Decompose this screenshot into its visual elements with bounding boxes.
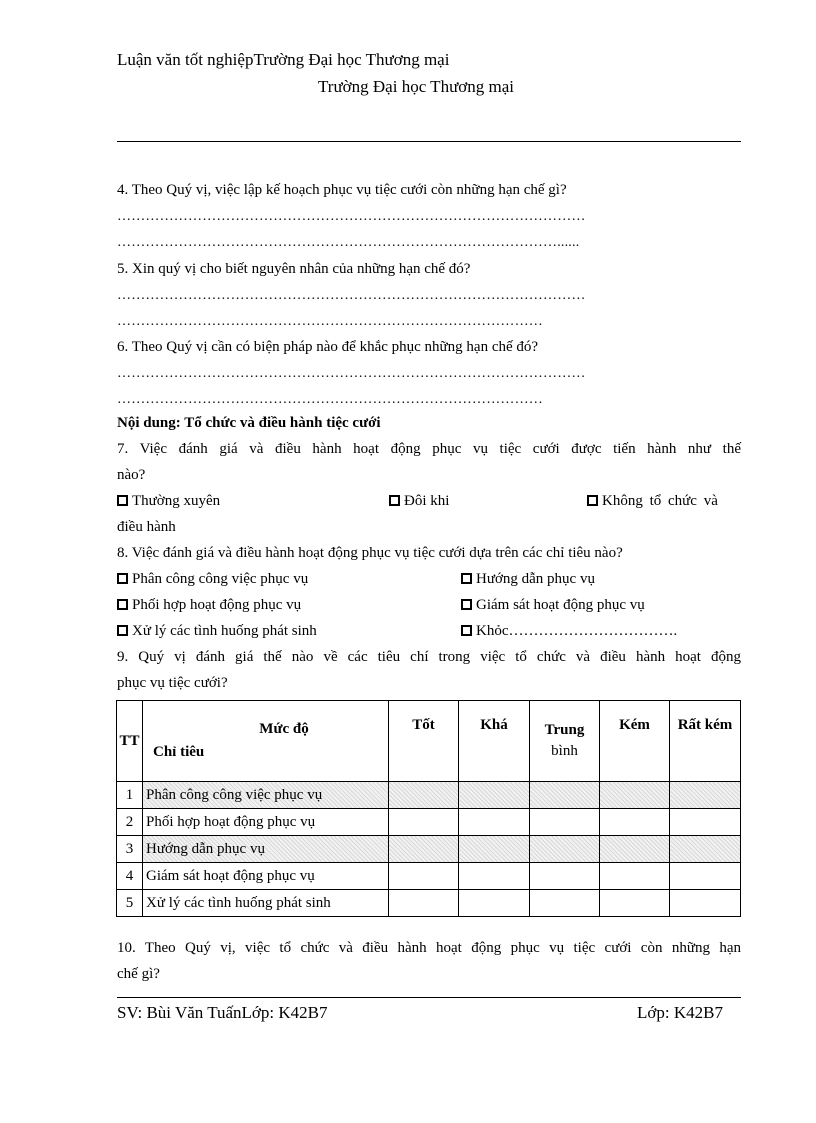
header-divider [117,141,741,142]
row-label: Xử lý các tình huống phát sinh [143,890,389,917]
col-ratkem-header: Rất kém [670,701,741,782]
table-row [117,890,741,917]
checkbox-icon[interactable] [461,599,472,610]
q7-option-1[interactable]: Thường xuyên [117,493,220,510]
rating-cell[interactable] [670,809,741,836]
rating-cell[interactable] [670,890,741,917]
rating-cell[interactable] [530,836,600,863]
rating-cell[interactable] [459,863,530,890]
q8-option-2[interactable]: Hướng dẫn phục vụ [461,571,595,588]
rating-cell[interactable] [389,809,459,836]
row-label: Phối hợp hoạt động phục vụ [143,809,389,836]
question-9-cont: phục vụ tiệc cưới? [117,675,228,691]
level-label: Mức độ [259,721,309,737]
row-number: 3 [117,836,143,863]
row-number: 5 [117,890,143,917]
checkbox-icon[interactable] [117,495,128,506]
rating-cell[interactable] [530,782,600,809]
answer-line: ……………………………………………………………………………………… [117,288,586,303]
rating-cell[interactable] [389,836,459,863]
footer-class: Lớp: K42B7 [637,1003,723,1022]
checkbox-icon[interactable] [587,495,598,506]
rating-cell[interactable] [389,782,459,809]
row-label: Giám sát hoạt động phục vụ [143,863,389,890]
answer-line: ……………………………………………………………………………… [117,314,543,329]
answer-line: ……………………………………………………………………………… [117,392,543,407]
row-label: Hướng dẫn phục vụ [143,836,389,863]
answer-line: ……………………………………………………………………………………… [117,209,586,224]
table-row [117,836,741,863]
rating-cell[interactable] [600,782,670,809]
rating-cell[interactable] [530,809,600,836]
rating-cell[interactable] [389,890,459,917]
question-7-cont: nào? [117,467,146,483]
footer-divider [117,997,741,998]
rating-cell[interactable] [389,863,459,890]
q7-option-3[interactable]: Không tổ chức và [587,493,718,510]
rating-cell[interactable] [459,890,530,917]
criteria-label: Chỉ tiêu [153,744,205,760]
checkbox-icon[interactable] [117,625,128,636]
question-9: 9. Quý vị đánh giá thế nào về các tiêu chí trong việc tổ chức và điều hành hoạt động [117,649,741,665]
header-line-2: Trường Đại học Thương mại [318,77,515,96]
rating-cell[interactable] [600,863,670,890]
table-row [117,782,741,809]
q8-option-1[interactable]: Phân công công việc phục vụ [117,571,308,588]
col-criteria-header [143,701,389,782]
question-8: 8. Việc đánh giá và điều hành hoạt động phục vụ tiệc cưới dựa trên các chỉ tiêu nào? [117,545,623,561]
col-kem-header: Kém [600,701,670,782]
tb-line-2: bình [551,743,578,759]
question-10: 10. Theo Quý vị, việc tổ chức và điều hành hoạt động phục vụ tiệc cưới còn những hạn [117,940,741,956]
table-header-row [117,701,741,782]
rating-cell[interactable] [670,782,741,809]
rating-cell[interactable] [670,863,741,890]
rating-cell[interactable] [530,863,600,890]
checkbox-icon[interactable] [117,573,128,584]
checkbox-icon[interactable] [117,599,128,610]
table-row [117,863,741,890]
header-line-1: Luận văn tốt nghiệpTrường Đại học Thương mại [117,50,450,69]
question-4: 4. Theo Quý vị, việc lập kế hoạch phục vụ tiệc cưới còn những hạn chế gì? [117,182,567,198]
row-label: Phân công công việc phục vụ [143,782,389,809]
rating-cell[interactable] [530,890,600,917]
answer-line: ……………………………………………………………………………………… [117,366,586,381]
col-tot-header: Tốt [389,701,459,782]
row-number: 1 [117,782,143,809]
rating-table [116,700,741,917]
footer-student: SV: Bùi Văn TuấnLớp: K42B7 [117,1003,328,1022]
checkbox-icon[interactable] [389,495,400,506]
question-10-cont: chế gì? [117,966,160,982]
col-tb-header [530,701,600,782]
q8-option-4[interactable]: Giám sát hoạt động phục vụ [461,597,645,614]
rating-cell[interactable] [600,809,670,836]
question-6: 6. Theo Quý vị cần có biện pháp nào để khắc phục những hạn chế đó? [117,339,539,355]
question-7: 7. Việc đánh giá và điều hành hoạt động phục vụ tiệc cưới được tiến hành như thế [117,441,741,457]
rating-cell[interactable] [600,836,670,863]
q7-option-2[interactable]: Đôi khi [389,493,449,510]
row-number: 2 [117,809,143,836]
checkbox-icon[interactable] [461,573,472,584]
q8-option-6[interactable]: Khỏc……………………………. [461,623,677,640]
col-tt-header: TT [117,701,143,782]
checkbox-icon[interactable] [461,625,472,636]
rating-cell[interactable] [459,782,530,809]
q7-option-3-cont: điều hành [117,519,176,535]
answer-line: …………………………………………………………………………………...... [117,235,580,250]
tb-line-1: Trung [544,722,585,738]
rating-cell[interactable] [670,836,741,863]
col-kha-header: Khá [459,701,530,782]
rating-cell[interactable] [600,890,670,917]
rating-cell[interactable] [459,809,530,836]
rating-cell[interactable] [459,836,530,863]
q8-option-5[interactable]: Xử lý các tình huống phát sinh [117,623,317,640]
q8-option-3[interactable]: Phối hợp hoạt động phục vụ [117,597,301,614]
question-5: 5. Xin quý vị cho biết nguyên nhân của những hạn chế đó? [117,261,471,277]
section-heading: Nội dung: Tổ chức và điều hành tiệc cưới [117,415,381,431]
table-row [117,809,741,836]
row-number: 4 [117,863,143,890]
